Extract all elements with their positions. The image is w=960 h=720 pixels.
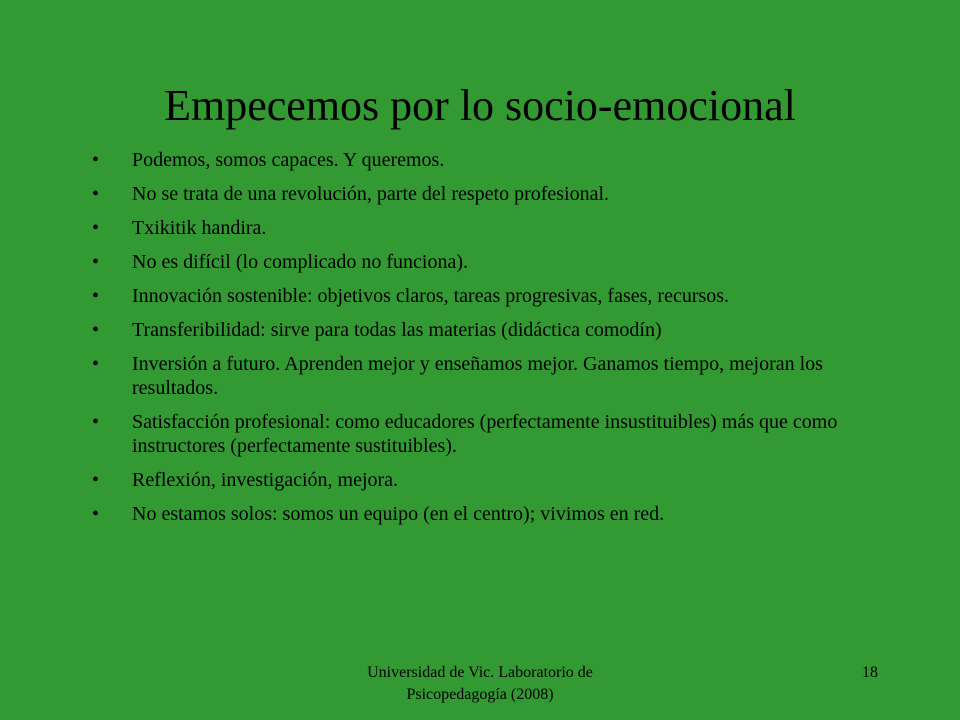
bullet-item [92, 284, 902, 308]
bullet-marker: • [92, 251, 100, 273]
bullet-item [92, 250, 902, 274]
bullet-marker: • [92, 469, 100, 491]
bullet-item [92, 318, 902, 342]
bullet-marker: • [92, 353, 100, 375]
footer-line-1: Universidad de Vic. Laboratorio de [367, 664, 593, 681]
bullet-marker: • [92, 285, 100, 307]
bullet-marker: • [92, 411, 100, 433]
page-number: 18 [862, 664, 878, 681]
bullet-text: Txikitik handira. [132, 217, 267, 239]
bullet-item [92, 468, 902, 492]
bullet-text: Podemos, somos capaces. Y queremos. [132, 149, 445, 171]
bullet-text: Inversión a futuro. Aprenden mejor y enseñamos mejor. Ganamos tiempo, mejoran los resultados. [132, 353, 823, 399]
bullet-item [92, 148, 902, 172]
bullet-text: No se trata de una revolución, parte del respeto profesional. [132, 183, 610, 205]
bullet-text: Transferibilidad: sirve para todas las materias (didáctica comodín) [132, 319, 662, 341]
bullet-item [92, 410, 902, 458]
bullet-text: No es difícil (lo complicado no funciona). [132, 251, 469, 273]
bullet-item [92, 502, 902, 526]
bullet-item [92, 182, 902, 206]
bullet-text: Reflexión, investigación, mejora. [132, 469, 399, 491]
bullet-text: Innovación sostenible: objetivos claros, tareas progresivas, fases, recursos. [132, 285, 730, 307]
bullet-marker: • [92, 149, 100, 171]
bullet-marker: • [92, 319, 100, 341]
bullet-list [92, 148, 902, 536]
bullet-marker: • [92, 217, 100, 239]
bullet-item [92, 352, 902, 400]
footer-line-2: Psicopedagogía (2008) [406, 686, 554, 703]
bullet-marker: • [92, 183, 100, 205]
bullet-item [92, 216, 902, 240]
bullet-text: Satisfacción profesional: como educadores (perfectamente insustituibles) más que como instructores (perfectamente sustituibles). [132, 411, 838, 457]
slide-title: Empecemos por lo socio-emocional [164, 81, 796, 130]
bullet-marker: • [92, 503, 100, 525]
bullet-text: No estamos solos: somos un equipo (en el centro); vivimos en red. [132, 503, 665, 525]
footer-text [330, 662, 630, 706]
